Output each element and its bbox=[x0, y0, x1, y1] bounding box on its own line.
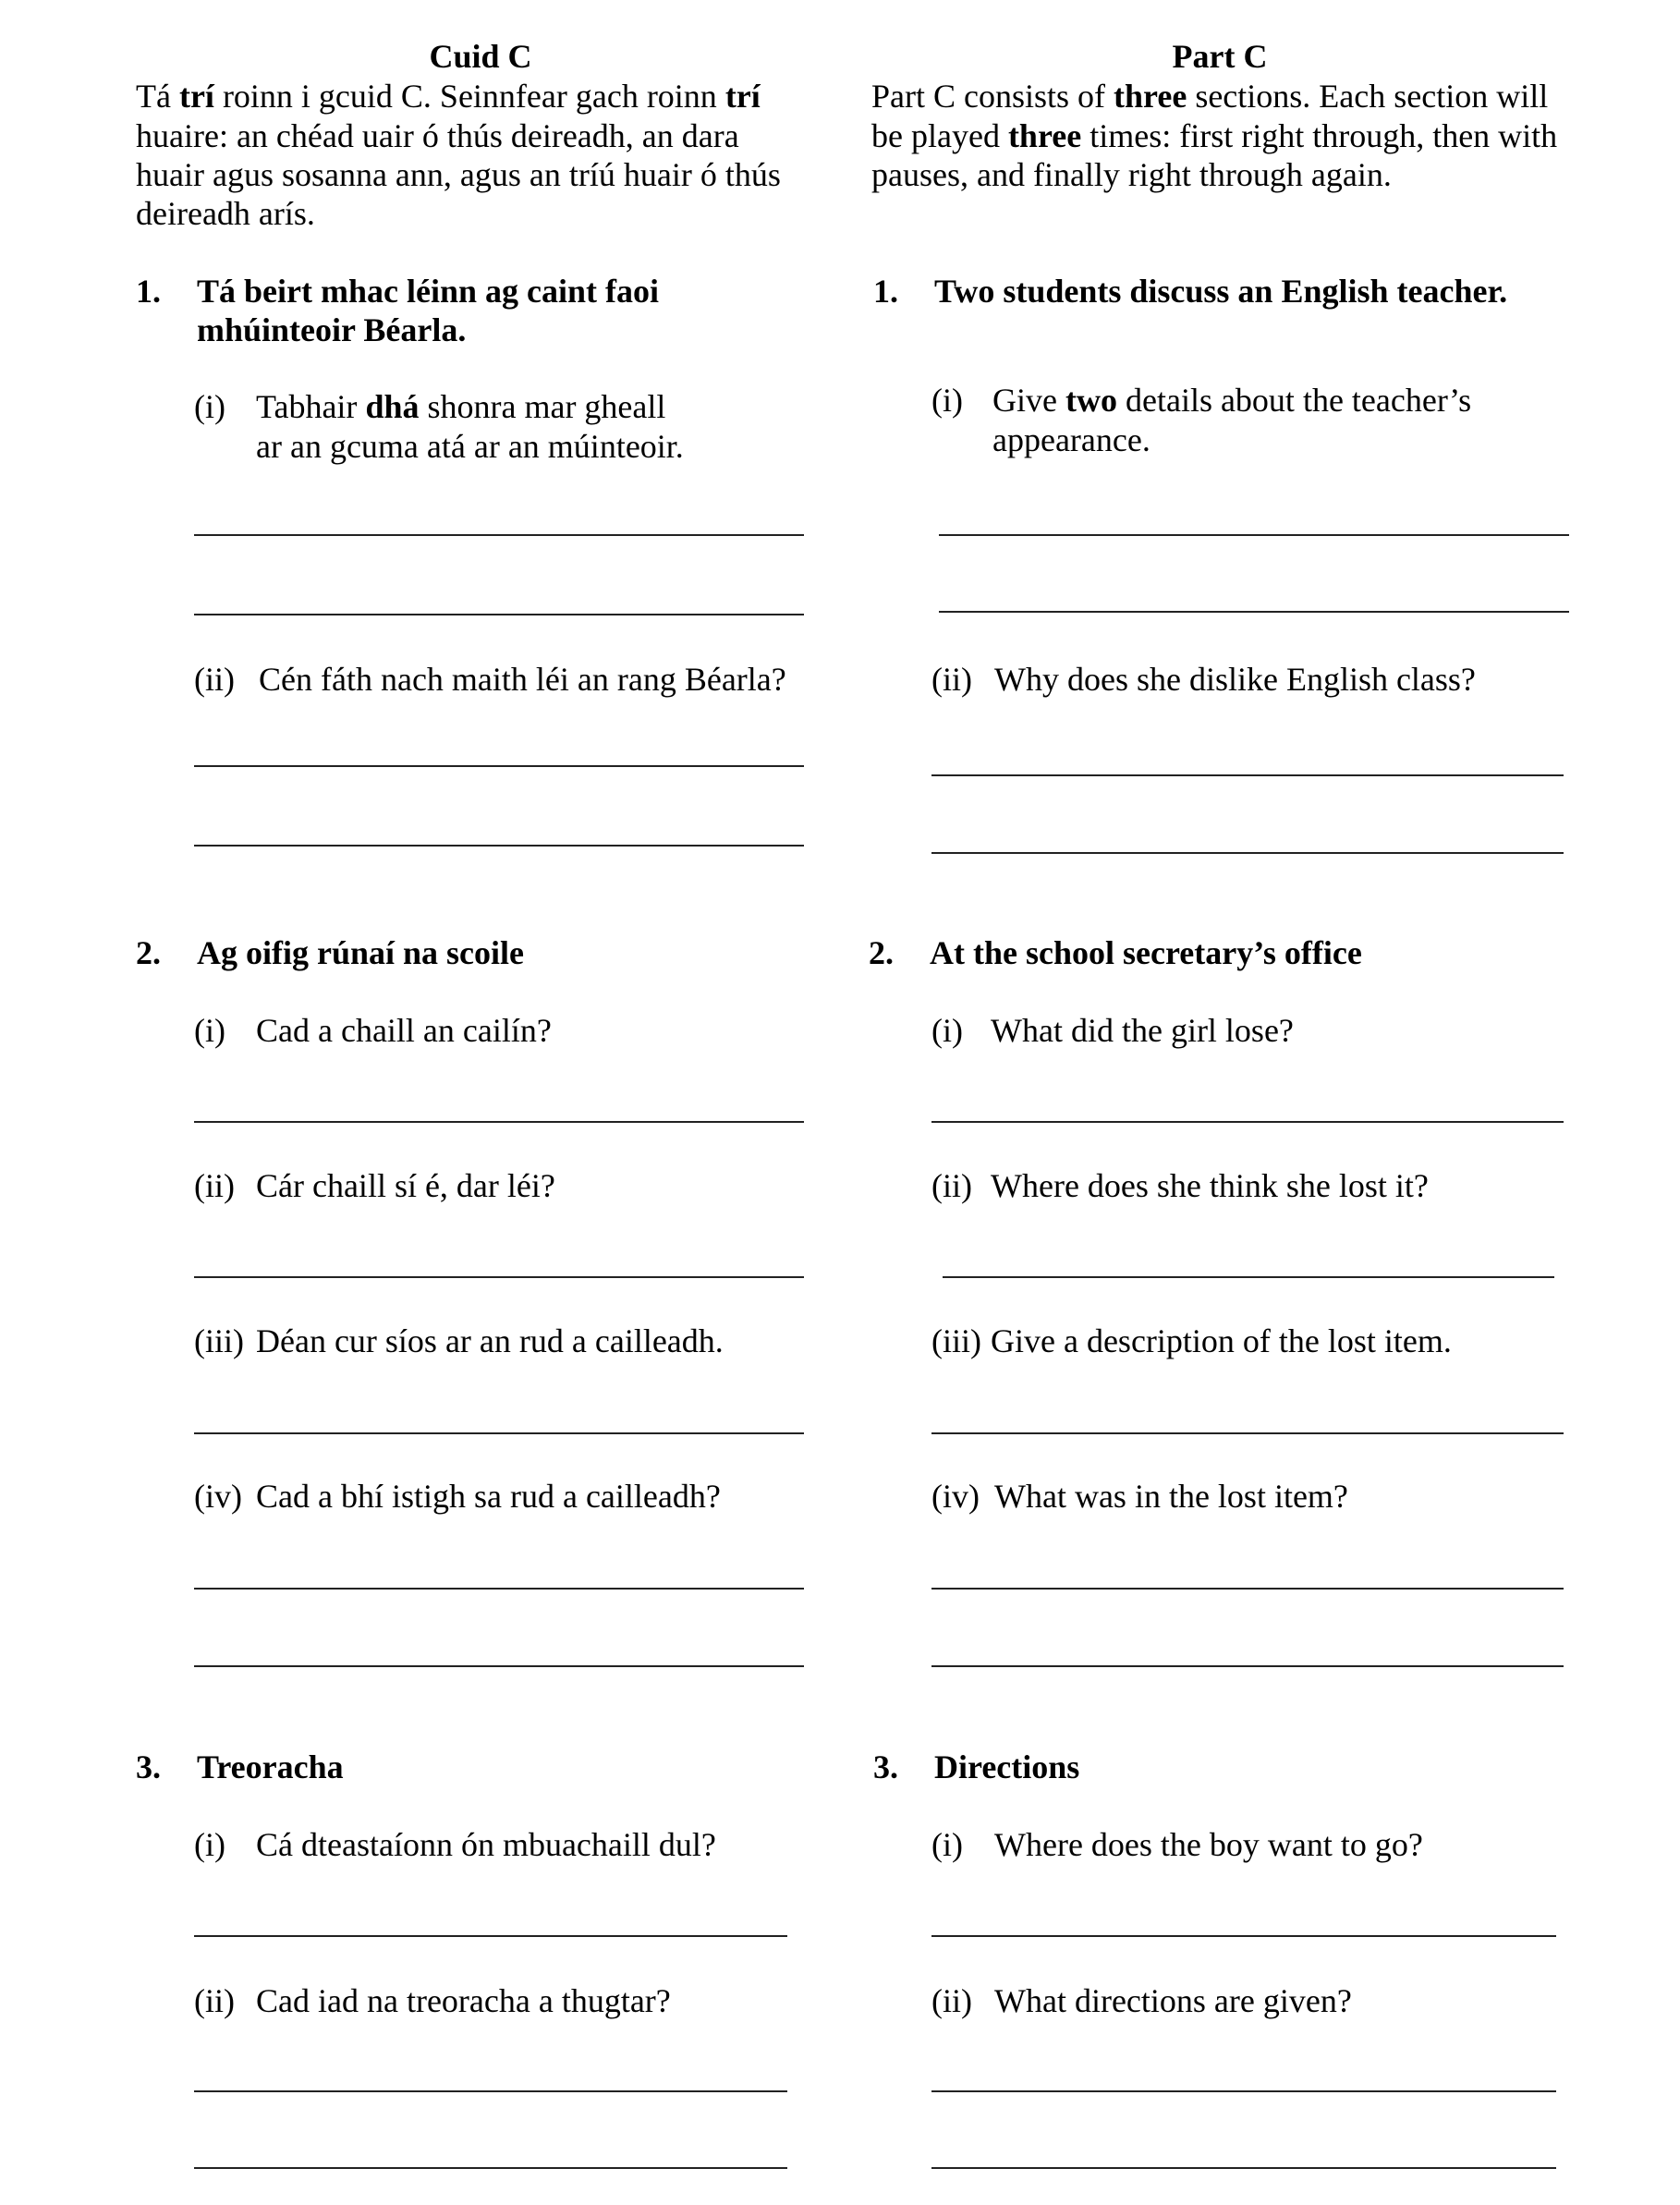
q-bold: two bbox=[1065, 382, 1117, 419]
answer-line[interactable] bbox=[931, 2167, 1556, 2169]
section-number: 1. bbox=[136, 273, 161, 310]
intro-text: Part C consists of bbox=[871, 78, 1114, 115]
answer-line[interactable] bbox=[194, 1665, 804, 1667]
question-text-line-2: ar an gcuma atá ar an múinteoir. bbox=[256, 428, 684, 465]
question-text: Cá dteastaíonn ón mbuachaill dul? bbox=[256, 1826, 716, 1863]
question-text: Cad iad na treoracha a thugtar? bbox=[256, 1982, 671, 2019]
right-intro-line-3: pauses, and finally right through again. bbox=[871, 156, 1392, 193]
question-label: (ii) bbox=[194, 1167, 235, 1204]
answer-line[interactable] bbox=[194, 845, 804, 847]
left-intro-line-2: huaire: an chéad uair ó thús deireadh, an dara bbox=[136, 117, 739, 154]
right-intro-line-1 bbox=[871, 77, 1548, 116]
question-label: (ii) bbox=[194, 1982, 235, 2019]
left-intro-line-3: huair agus sosanna ann, agus an tríú huair ó thús bbox=[136, 156, 781, 193]
question-text: What was in the lost item? bbox=[994, 1478, 1348, 1515]
section-heading: Two students discuss an English teacher. bbox=[934, 273, 1508, 310]
question-label: (ii) bbox=[931, 1167, 972, 1204]
q-bold: dhá bbox=[365, 388, 420, 425]
q-text: Tabhair bbox=[256, 388, 366, 425]
answer-line[interactable] bbox=[194, 614, 804, 615]
answer-line[interactable] bbox=[931, 2090, 1556, 2092]
question-label: (i) bbox=[194, 388, 225, 425]
intro-text: be played bbox=[871, 117, 1008, 154]
question-label: (iv) bbox=[931, 1478, 980, 1515]
right-intro-line-2 bbox=[871, 116, 1557, 155]
answer-line[interactable] bbox=[194, 2167, 787, 2169]
answer-line[interactable] bbox=[939, 534, 1569, 536]
q-text: Give bbox=[992, 382, 1065, 419]
left-title: Cuid C bbox=[429, 38, 532, 75]
question-text: What directions are given? bbox=[994, 1982, 1352, 2019]
question-label: (iv) bbox=[194, 1478, 242, 1515]
section-heading-line-2: mhúinteoir Béarla. bbox=[197, 311, 467, 348]
intro-text: sections. Each section will bbox=[1187, 78, 1549, 115]
answer-line[interactable] bbox=[943, 1276, 1554, 1278]
intro-bold: three bbox=[1007, 117, 1082, 154]
question-text bbox=[256, 387, 665, 426]
question-text bbox=[992, 381, 1471, 420]
section-number: 2. bbox=[869, 934, 894, 971]
right-title: Part C bbox=[1172, 38, 1268, 75]
question-text: Give a description of the lost item. bbox=[991, 1322, 1452, 1359]
answer-line[interactable] bbox=[194, 1588, 804, 1590]
section-number: 3. bbox=[873, 1748, 898, 1785]
section-number: 1. bbox=[873, 273, 898, 310]
question-text: Cár chaill sí é, dar léi? bbox=[256, 1167, 555, 1204]
left-intro-line-1 bbox=[136, 77, 761, 116]
answer-line[interactable] bbox=[931, 1665, 1564, 1667]
question-label: (ii) bbox=[194, 661, 235, 698]
answer-line[interactable] bbox=[194, 1276, 804, 1278]
section-heading: Directions bbox=[934, 1748, 1080, 1785]
question-text: Where does she think she lost it? bbox=[991, 1167, 1429, 1204]
section-number: 3. bbox=[136, 1748, 161, 1785]
section-heading: Tá beirt mhac léinn ag caint faoi bbox=[197, 273, 659, 310]
answer-line[interactable] bbox=[931, 1121, 1564, 1123]
answer-line[interactable] bbox=[194, 2090, 787, 2092]
section-heading: At the school secretary’s office bbox=[930, 934, 1362, 971]
question-text: Cad a bhí istigh sa rud a cailleadh? bbox=[256, 1478, 721, 1515]
question-text: What did the girl lose? bbox=[991, 1012, 1294, 1049]
question-label: (i) bbox=[931, 382, 963, 419]
answer-line[interactable] bbox=[931, 1588, 1564, 1590]
answer-line[interactable] bbox=[931, 1432, 1564, 1434]
q-text: details about the teacher’s bbox=[1116, 382, 1472, 419]
question-label: (i) bbox=[931, 1012, 963, 1049]
question-text: Why does she dislike English class? bbox=[994, 661, 1476, 698]
answer-line[interactable] bbox=[931, 852, 1564, 854]
question-label: (i) bbox=[931, 1826, 963, 1863]
answer-line[interactable] bbox=[939, 611, 1569, 613]
answer-line[interactable] bbox=[931, 774, 1564, 776]
answer-line[interactable] bbox=[194, 1935, 787, 1937]
left-intro-line-4: deireadh arís. bbox=[136, 195, 315, 232]
question-text-line-2: appearance. bbox=[992, 421, 1150, 458]
question-label: (i) bbox=[194, 1826, 225, 1863]
question-label: (iii) bbox=[194, 1322, 244, 1359]
intro-bold: trí bbox=[724, 78, 761, 115]
answer-line[interactable] bbox=[194, 534, 804, 536]
q-text: shonra mar gheall bbox=[419, 388, 666, 425]
intro-bold: trí bbox=[178, 78, 214, 115]
intro-text: roinn i gcuid C. Seinnfear gach roinn bbox=[213, 78, 725, 115]
answer-line[interactable] bbox=[194, 1432, 804, 1434]
intro-bold: three bbox=[1114, 78, 1187, 115]
answer-line[interactable] bbox=[931, 1935, 1556, 1937]
intro-text: Tá bbox=[136, 78, 179, 115]
question-label: (ii) bbox=[931, 1982, 972, 2019]
question-label: (iii) bbox=[931, 1322, 981, 1359]
question-text: Déan cur síos ar an rud a cailleadh. bbox=[256, 1322, 724, 1359]
answer-line[interactable] bbox=[194, 1121, 804, 1123]
section-heading: Ag oifig rúnaí na scoile bbox=[197, 934, 525, 971]
question-text: Cén fáth nach maith léi an rang Béarla? bbox=[259, 661, 786, 698]
question-label: (ii) bbox=[931, 661, 972, 698]
answer-line[interactable] bbox=[194, 765, 804, 767]
question-text: Cad a chaill an cailín? bbox=[256, 1012, 552, 1049]
question-text: Where does the boy want to go? bbox=[994, 1826, 1423, 1863]
question-label: (i) bbox=[194, 1012, 225, 1049]
intro-text: times: first right through, then with bbox=[1081, 117, 1558, 154]
section-heading: Treoracha bbox=[197, 1748, 344, 1785]
section-number: 2. bbox=[136, 934, 161, 971]
